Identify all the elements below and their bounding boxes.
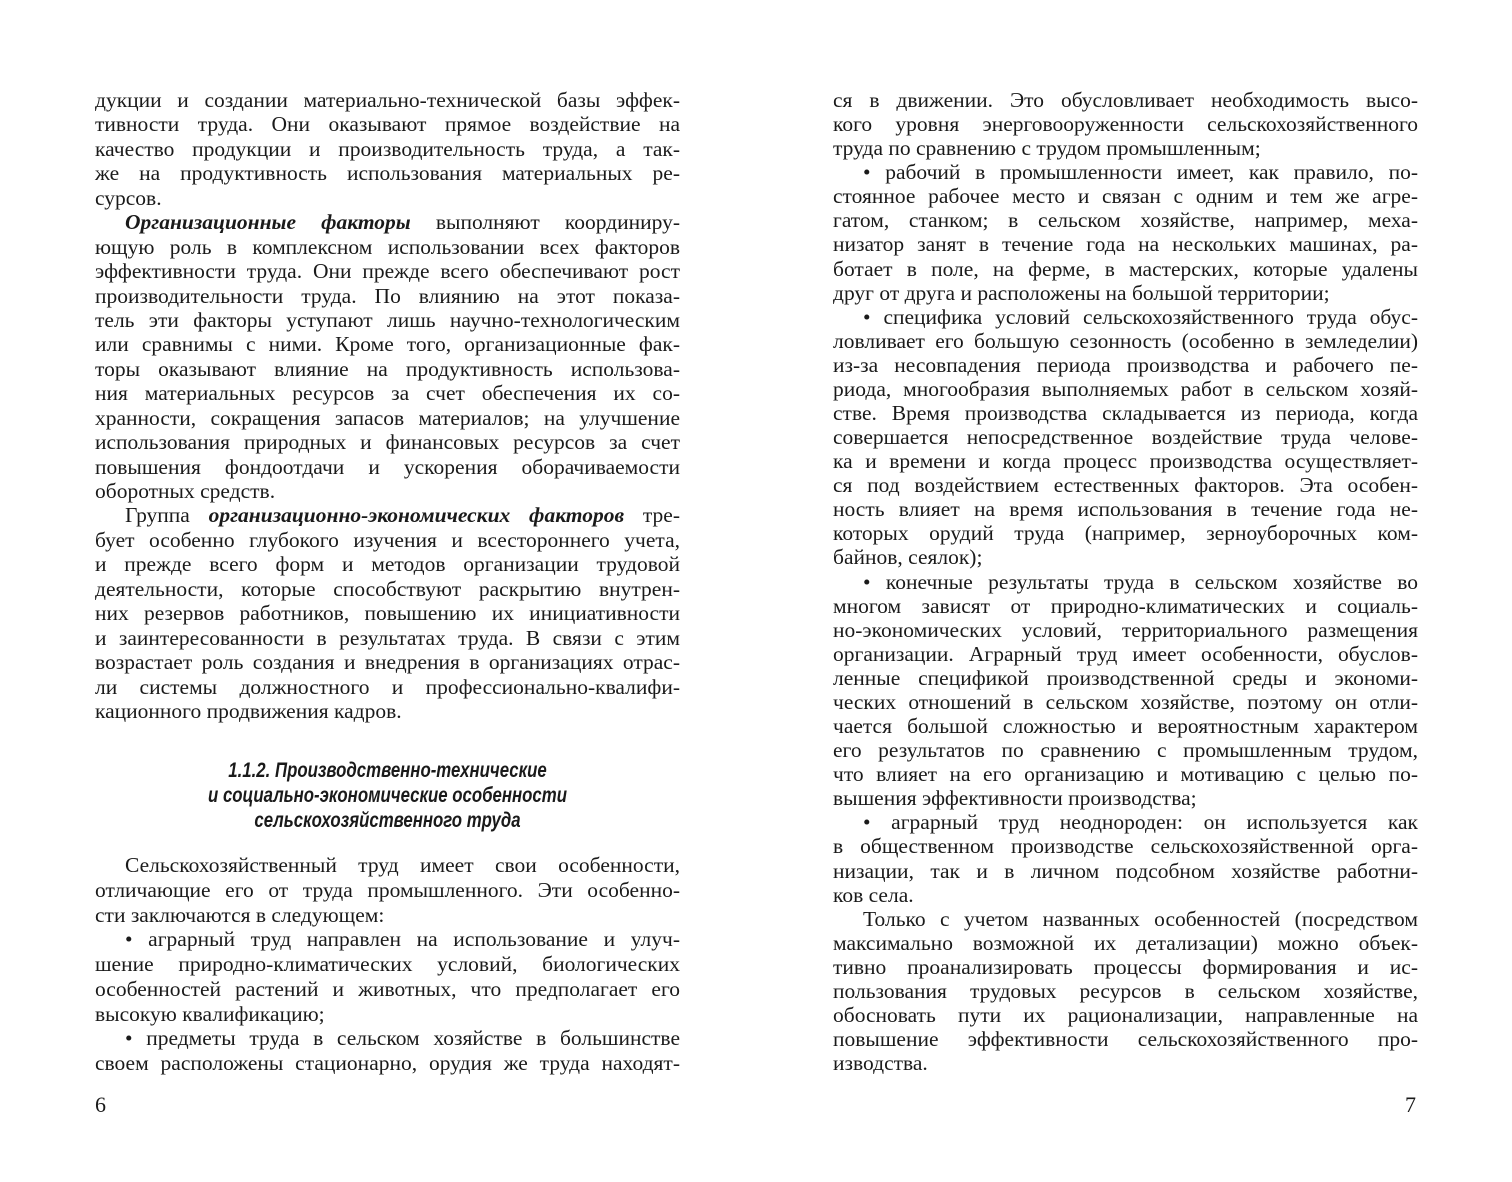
text-run: ся под воздействием естественных факторов. Эта особен- bbox=[833, 473, 1418, 498]
text-run: стоянное рабочее место и связан с одним и тем же агре- bbox=[833, 184, 1418, 209]
text-run: бует особенно глубокого изучения и всестороннего учета, bbox=[95, 527, 680, 552]
text-line bbox=[833, 810, 1418, 834]
text-run: из-за несовпадения периода производства и рабочего пе- bbox=[833, 352, 1418, 377]
text-line bbox=[95, 161, 680, 185]
text-run: ся в движении. Это обусловливает необходимость высо- bbox=[833, 88, 1418, 112]
text-line bbox=[833, 666, 1418, 690]
text-line bbox=[833, 497, 1418, 521]
text-run: и прежде всего форм и методов организации трудовой bbox=[95, 552, 680, 577]
text-line bbox=[833, 112, 1418, 136]
text-line bbox=[833, 545, 1418, 569]
text-run: чается большой сложностью и вероятностным характером bbox=[833, 714, 1418, 739]
text-run: кационного продвижения кадров. bbox=[95, 698, 402, 723]
text-run: труда по сравнению с трудом промышленным; bbox=[833, 136, 1261, 161]
text-run: Сельскохозяйственный труд имеет свои особенности, bbox=[125, 853, 680, 877]
text-line bbox=[833, 257, 1418, 281]
text-line bbox=[833, 859, 1418, 883]
text-run: стве. Время производства складывается из периода, когда bbox=[833, 401, 1418, 426]
text-line bbox=[833, 401, 1418, 425]
text-run: сти заключаются в следующем: bbox=[95, 902, 385, 927]
text-line bbox=[95, 853, 680, 878]
text-line bbox=[833, 521, 1418, 545]
text-run: или сравнимы с ними. Кроме того, организационные фак- bbox=[95, 332, 680, 357]
text-run: тивно проанализировать процессы формирования и ис- bbox=[833, 954, 1418, 979]
text-run: ческих отношений в сельском хозяйстве, поэтому он отли- bbox=[833, 689, 1418, 714]
text-line bbox=[95, 284, 680, 308]
text-line bbox=[833, 979, 1418, 1003]
text-run: же на продуктивность использования материальных ре- bbox=[95, 161, 680, 186]
text-run: ность влияет на время использования в течение года не- bbox=[833, 497, 1418, 522]
text-run: ли системы должностного и профессионально-квалифи- bbox=[95, 674, 680, 699]
text-run: ловливает его большую сезонность (особенно в земледелии) bbox=[833, 328, 1418, 353]
text-line bbox=[95, 1051, 680, 1076]
left-page-section-text bbox=[95, 853, 680, 1076]
text-run: шение природно-климатических условий, биологических bbox=[95, 952, 680, 976]
text-line bbox=[95, 903, 680, 928]
text-run: эффективности труда. Они прежде всего обеспечивают рост bbox=[95, 259, 680, 284]
emphasized-term: организационно-экономических факторов bbox=[208, 503, 625, 528]
text-line bbox=[95, 977, 680, 1002]
text-line bbox=[833, 738, 1418, 762]
text-run: торы оказывают влияние на продуктивность использова- bbox=[95, 356, 680, 381]
emphasized-term: Организационные факторы bbox=[125, 210, 411, 235]
text-line bbox=[95, 455, 680, 479]
text-line bbox=[95, 186, 680, 210]
text-run: ков села. bbox=[833, 882, 914, 907]
text-run: низатор занят в течение года на нескольких машинах, ра- bbox=[833, 232, 1418, 257]
text-line bbox=[833, 88, 1418, 112]
text-line bbox=[833, 714, 1418, 738]
text-line bbox=[833, 642, 1418, 666]
text-line bbox=[833, 1051, 1418, 1075]
text-line bbox=[833, 425, 1418, 449]
text-run: в общественном производстве сельскохозяйственной орга- bbox=[833, 834, 1418, 859]
text-line bbox=[833, 786, 1418, 810]
text-line bbox=[833, 618, 1418, 642]
text-line bbox=[95, 88, 680, 112]
text-run: ния материальных ресурсов за счет обеспечения их со- bbox=[95, 381, 680, 406]
text-run: Только с учетом названных особенностей (посредством bbox=[863, 906, 1418, 931]
text-line bbox=[833, 907, 1418, 931]
text-line bbox=[95, 357, 680, 381]
text-run: максимально возможной их детализации) можно объек- bbox=[833, 930, 1418, 955]
text-line bbox=[95, 332, 680, 356]
text-line bbox=[95, 406, 680, 430]
text-line bbox=[95, 235, 680, 259]
text-run: но-экономических условий, территориального размещения bbox=[833, 617, 1418, 642]
text-line bbox=[95, 699, 680, 723]
text-run: совершается непосредственное воздействие труда челове- bbox=[833, 425, 1418, 450]
text-run: и заинтересованности в результатах труда. В связи с этим bbox=[95, 625, 680, 650]
text-line bbox=[95, 430, 680, 454]
text-line bbox=[95, 878, 680, 903]
text-line bbox=[95, 552, 680, 576]
text-line bbox=[833, 184, 1418, 208]
text-line bbox=[95, 503, 680, 527]
text-run: байнов, сеялок); bbox=[833, 545, 983, 570]
text-line bbox=[833, 931, 1418, 955]
text-run: ленные спецификой производственной среды и экономи- bbox=[833, 665, 1418, 690]
text-run: тре- bbox=[624, 503, 680, 528]
text-line bbox=[833, 329, 1418, 353]
text-line bbox=[833, 305, 1418, 329]
text-line bbox=[833, 160, 1418, 184]
text-run: тель эти факторы уступают лишь научно-технологическим bbox=[95, 307, 680, 332]
text-line bbox=[833, 1003, 1418, 1027]
text-line bbox=[95, 1002, 680, 1027]
text-line bbox=[95, 112, 680, 136]
text-run: оборотных средств. bbox=[95, 479, 276, 503]
text-run: высокую квалификацию; bbox=[95, 1001, 325, 1026]
text-run: деятельности, которые способствуют раскрытию внутрен- bbox=[95, 576, 680, 601]
text-line bbox=[833, 762, 1418, 786]
text-line bbox=[95, 1026, 680, 1051]
text-run: • специфика условий сельскохозяйственного труда обус- bbox=[863, 304, 1418, 329]
text-line bbox=[833, 449, 1418, 473]
text-line bbox=[833, 136, 1418, 160]
text-run: организации. Аграрный труд имеет особенности, обуслов- bbox=[833, 641, 1418, 666]
text-line bbox=[95, 601, 680, 625]
text-line bbox=[95, 479, 680, 503]
text-run: его результатов по сравнению с промышленным трудом, bbox=[833, 738, 1418, 763]
page-number-left: 6 bbox=[95, 1092, 106, 1117]
text-line bbox=[95, 308, 680, 332]
text-line bbox=[95, 577, 680, 601]
text-run: риода, многообразия выполняемых работ в сельском хозяй- bbox=[833, 376, 1418, 401]
text-run: ботает в поле, на ферме, в мастерских, которые удалены bbox=[833, 256, 1418, 281]
text-run: друг от друга и расположены на большой территории; bbox=[833, 280, 1330, 305]
text-run: пользования трудовых ресурсов в сельском хозяйстве, bbox=[833, 978, 1418, 1003]
text-line bbox=[95, 259, 680, 283]
text-line bbox=[833, 834, 1418, 858]
text-line bbox=[95, 675, 680, 699]
text-run: • предметы труда в сельском хозяйстве в большинстве bbox=[125, 1026, 680, 1051]
text-run: ка и времени и когда процесс производства осуществляет- bbox=[833, 449, 1418, 474]
text-run: Группа bbox=[125, 503, 209, 528]
section-heading bbox=[95, 758, 680, 833]
text-run: отличающие его от труда промышленного. Эти особенно- bbox=[95, 877, 680, 902]
text-run: которых орудий труда (например, зерноуборочных ком- bbox=[833, 521, 1418, 546]
heading-line: сельскохозяйственного труда bbox=[254, 809, 521, 832]
text-line bbox=[833, 208, 1418, 232]
text-line bbox=[95, 528, 680, 552]
page-number-right: 7 bbox=[1405, 1092, 1416, 1117]
text-run: повышение эффективности сельскохозяйственного про- bbox=[833, 1027, 1418, 1052]
right-page-body-text bbox=[833, 88, 1418, 1075]
text-line bbox=[833, 353, 1418, 377]
text-run: • аграрный труд направлен на использование и улуч- bbox=[125, 927, 680, 952]
heading-line: и социально-экономические особенности bbox=[208, 784, 567, 807]
text-run: тивности труда. Они оказывают прямое воздействие на bbox=[95, 112, 680, 137]
text-run: кого уровня энерговооруженности сельскохозяйственного bbox=[833, 112, 1418, 137]
text-run: • конечные результаты труда в сельском хозяйстве во bbox=[863, 569, 1418, 594]
text-run: особенностей растений и животных, что предполагает его bbox=[95, 976, 680, 1001]
text-line bbox=[95, 210, 680, 234]
text-line bbox=[833, 473, 1418, 497]
text-run: выполняют координиру- bbox=[410, 210, 680, 235]
text-run: низации, так и в личном подсобном хозяйстве работни- bbox=[833, 858, 1418, 883]
text-run: сурсов. bbox=[95, 185, 162, 210]
text-line bbox=[833, 570, 1418, 594]
text-run: обосновать пути их рационализации, направленные на bbox=[833, 1002, 1418, 1027]
text-run: вышения эффективности производства; bbox=[833, 786, 1197, 811]
heading-line: 1.1.2. Производственно-технические bbox=[228, 759, 547, 782]
text-line bbox=[95, 381, 680, 405]
text-run: что влияет на его организацию и мотивацию с целью по- bbox=[833, 762, 1418, 787]
text-run: • рабочий в промышленности имеет, как правило, по- bbox=[863, 160, 1418, 185]
text-run: • аграрный труд неоднороден: он используется как bbox=[863, 810, 1418, 835]
text-line bbox=[833, 377, 1418, 401]
text-run: качество продукции и производительность труда, а так- bbox=[95, 136, 680, 161]
left-page-body-text bbox=[95, 88, 680, 723]
text-line bbox=[95, 626, 680, 650]
text-line bbox=[95, 952, 680, 977]
text-line bbox=[833, 690, 1418, 714]
text-run: хранности, сокращения запасов материалов; на улучшение bbox=[95, 405, 680, 430]
text-run: возрастает роль создания и внедрения в организациях отрас- bbox=[95, 650, 680, 675]
text-run: изводства. bbox=[833, 1051, 928, 1076]
text-run: дукции и создании материально-технической базы эффек- bbox=[95, 88, 680, 112]
text-run: ющую роль в комплексном использовании всех факторов bbox=[95, 234, 680, 259]
text-line bbox=[95, 650, 680, 674]
text-run: производительности труда. По влиянию на этот показа- bbox=[95, 283, 680, 308]
text-run: многом зависят от природно-климатических и социаль- bbox=[833, 593, 1418, 618]
text-run: повышения фондоотдачи и ускорения оборачиваемости bbox=[95, 454, 680, 479]
text-line bbox=[833, 955, 1418, 979]
text-run: использования природных и финансовых ресурсов за счет bbox=[95, 430, 680, 455]
text-line bbox=[833, 883, 1418, 907]
text-line bbox=[833, 232, 1418, 256]
text-line bbox=[833, 1027, 1418, 1051]
text-line bbox=[95, 137, 680, 161]
text-run: них резервов работников, повышению их инициативности bbox=[95, 601, 680, 626]
text-run: гатом, станком; в сельском хозяйстве, например, меха- bbox=[833, 208, 1418, 233]
text-line bbox=[833, 594, 1418, 618]
text-line bbox=[95, 927, 680, 952]
text-run: своем расположены стационарно, орудия же труда находят- bbox=[95, 1051, 680, 1075]
text-line bbox=[833, 281, 1418, 305]
